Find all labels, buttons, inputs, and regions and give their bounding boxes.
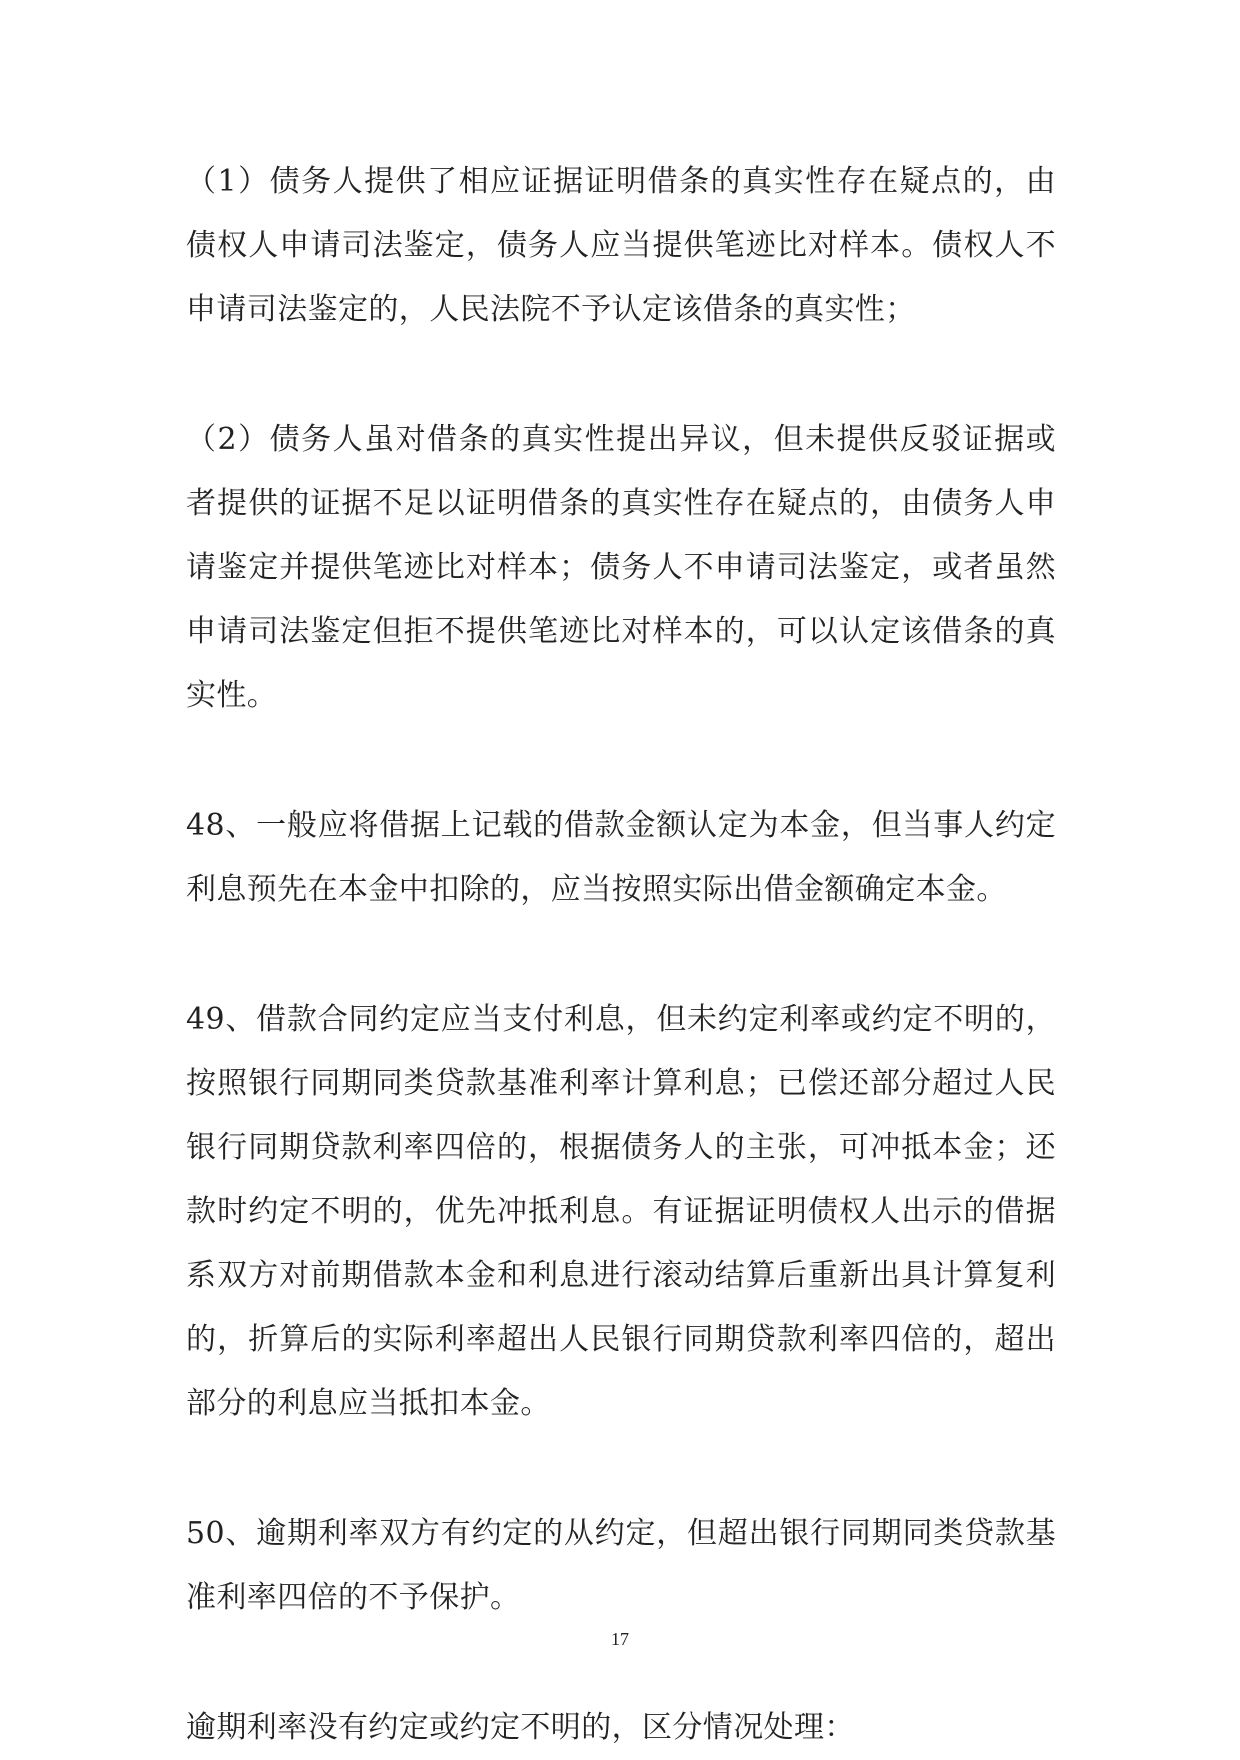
paragraph-article-50: 50、逾期利率双方有约定的从约定，但超出银行同期同类贷款基准利率四倍的不予保护。 [186, 1516, 1056, 1615]
paragraph-item-1: （1）债务人提供了相应证据证明借条的真实性存在疑点的，由债权人申请司法鉴定，债务人应当提供笔迹比对样本。债权人不申请司法鉴定的，人民法院不予认定该借条的真实性； [186, 164, 1056, 327]
paragraph-article-48: 48、一般应将借据上记载的借款金额认定为本金，但当事人约定利息预先在本金中扣除的，应当按照实际出借金额确定本金。 [186, 808, 1056, 907]
page-number: 17 [611, 1629, 629, 1649]
paragraph-item-2: （2）债务人虽对借条的真实性提出异议，但未提供反驳证据或者提供的证据不足以证明借条的真实性存在疑点的，由债务人申请鉴定并提供笔迹比对样本；债务人不申请司法鉴定，或者虽然申请司法鉴定但拒不提供笔迹比对样本的，可以认定该借条的真实性。 [186, 422, 1056, 713]
paragraph-overdue-rate: 逾期利率没有约定或约定不明的，区分情况处理： [186, 1710, 855, 1745]
page-body [186, 150, 1056, 1760]
paragraph-article-49: 49、借款合同约定应当支付利息，但未约定利率或约定不明的，按照银行同期同类贷款基准利率计算利息；已偿还部分超过人民银行同期贷款利率四倍的，根据债务人的主张，可冲抵本金；还款时约定不明的，优先冲抵利息。有证据证明债权人出示的借据系双方对前期借款本金和利息进行滚动结算后重新出具计算复利的，折算后的实际利率超出人民银行同期贷款利率四倍的，超出部分的利息应当抵扣本金。 [186, 1002, 1056, 1421]
